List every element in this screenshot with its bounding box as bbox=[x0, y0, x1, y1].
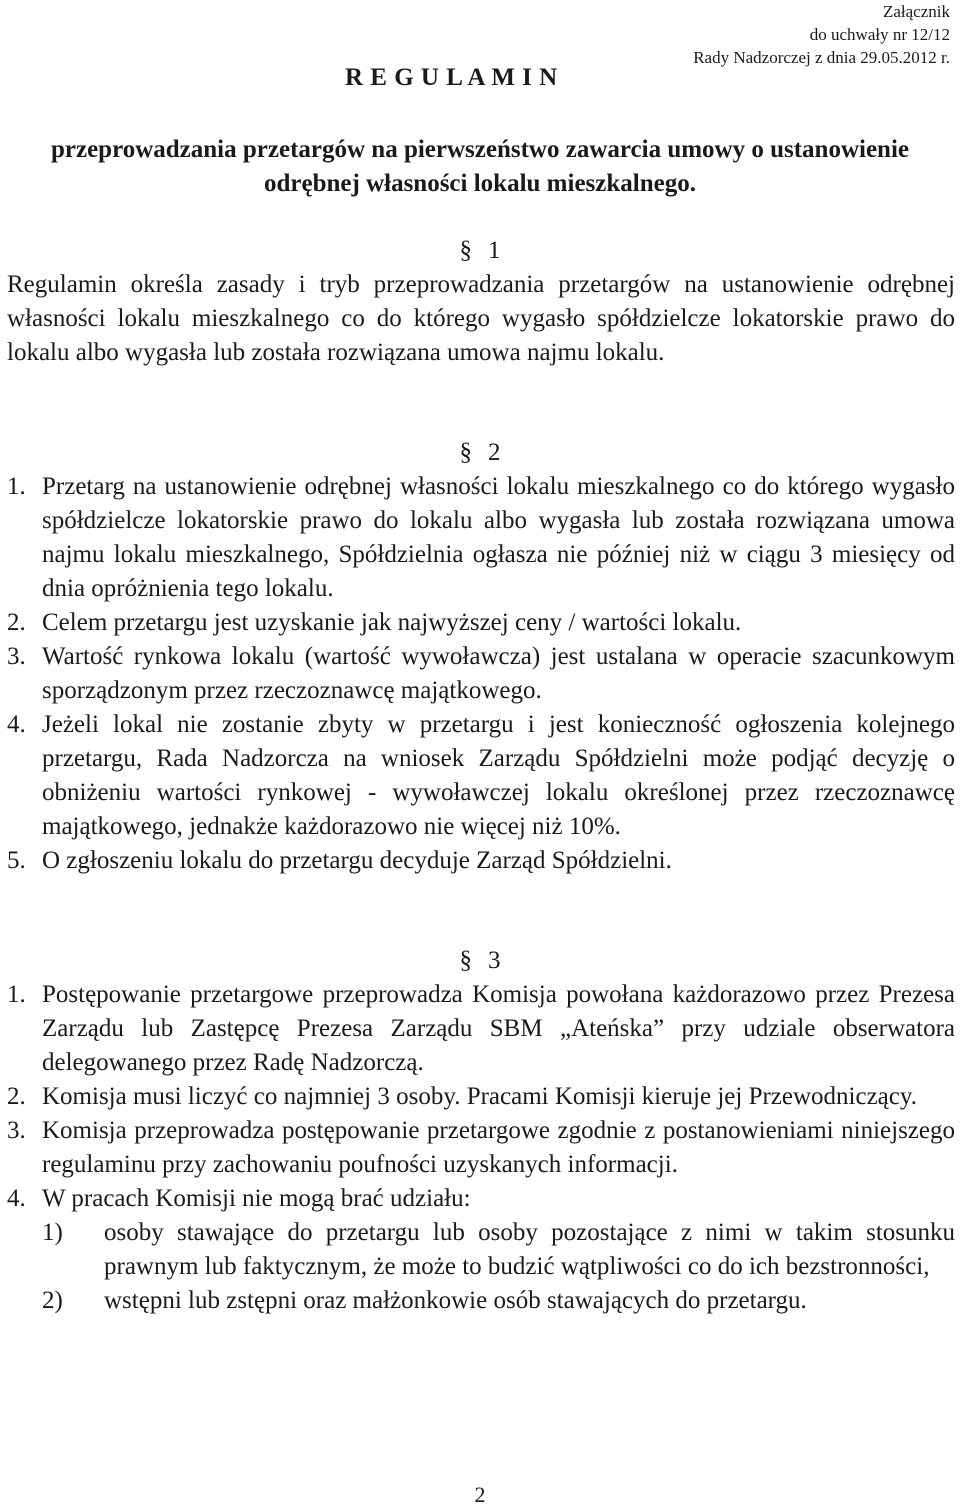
section-sign: § bbox=[459, 237, 472, 264]
item-number: 2. bbox=[7, 609, 26, 636]
list-item bbox=[7, 844, 955, 878]
item-text: Komisja musi liczyć co najmniej 3 osoby. Pracami Komisji kieruje jej Przewodniczący. bbox=[42, 1083, 917, 1110]
item-number: 1. bbox=[7, 981, 26, 1008]
section-heading-3 bbox=[0, 944, 960, 978]
subitem-number: 2) bbox=[42, 1287, 63, 1314]
section-1-text: Regulamin określa zasady i tryb przeprowadzania przetargów na ustanowienie odrębnej własności lokalu mieszkalnego co do którego wygasło spółdzielcze lokatorskie prawo do lokalu albo wygasła lub została rozwiązana umowa najmu lokalu. bbox=[7, 271, 955, 366]
attachment-note bbox=[693, 0, 950, 69]
exclusion-sublist bbox=[42, 1216, 955, 1318]
item-number: 1. bbox=[7, 473, 26, 500]
item-number: 5. bbox=[7, 847, 26, 874]
list-item bbox=[7, 1080, 955, 1114]
subitem-number: 1) bbox=[42, 1219, 63, 1246]
item-text: Wartość rynkowa lokalu (wartość wywoławcza) jest ustalana w operacie szacunkowym sporządzonym przez rzeczoznawcę majątkowego. bbox=[42, 643, 955, 704]
item-text: Przetarg na ustanowienie odrębnej własności lokalu mieszkalnego co do którego wygasło spółdzielcze lokatorskie prawo do lokalu albo wygasła lub została rozwiązana umowa najmu lokalu mieszkalnego, Spółdzielnia ogłasza nie później niż w ciągu 3 miesięcy od dnia opróżnienia tego lokalu. bbox=[42, 473, 955, 602]
document-subtitle bbox=[0, 133, 960, 201]
item-number: 3. bbox=[7, 643, 26, 670]
resolution-date: Rady Nadzorczej z dnia 29.05.2012 r. bbox=[693, 48, 950, 67]
item-text: Jeżeli lokal nie zostanie zbyty w przetargu i jest konieczność ogłoszenia kolejnego przetargu, Rada Nadzorcza na wniosek Zarządu Spółdzielni może podjąć decyzję o obniżeniu wartości rynkowej - wywoławczej lokalu określonej przez rzeczoznawcę majątkowego, jednakże każdorazowo nie więcej niż 10%. bbox=[42, 711, 955, 840]
item-text: O zgłoszeniu lokalu do przetargu decyduje Zarząd Spółdzielni. bbox=[42, 847, 672, 874]
attachment-label: Załącznik bbox=[882, 2, 950, 21]
section-sign: § bbox=[459, 947, 472, 974]
list-item bbox=[7, 1114, 955, 1182]
item-text: Komisja przeprowadza postępowanie przetargowe zgodnie z postanowieniami niniejszego regulaminu przy zachowaniu poufności uzyskanych informacji. bbox=[42, 1117, 955, 1178]
list-item bbox=[7, 1182, 955, 1318]
item-text-intro: W pracach Komisji nie mogą brać udziału: bbox=[42, 1185, 471, 1212]
section-number: 2 bbox=[488, 439, 501, 466]
subitem-text: osoby stawające do przetargu lub osoby pozostające z nimi w takim stosunku prawnym lub faktycznym, że może to budzić wątpliwości co do ich bezstronności, bbox=[104, 1219, 955, 1280]
section-sign: § bbox=[459, 439, 472, 466]
list-item bbox=[7, 470, 955, 606]
section-3-list bbox=[7, 978, 955, 1318]
document-subtitle-text: przeprowadzania przetargów na pierwszeństwo zawarcia umowy o ustanowienie odrębnej własności lokalu mieszkalnego. bbox=[50, 136, 910, 197]
section-number: 3 bbox=[488, 947, 501, 974]
subitem-text: wstępni lub zstępni oraz małżonkowie osób stawających do przetargu. bbox=[104, 1287, 807, 1314]
section-2-list bbox=[7, 470, 955, 878]
item-text bbox=[42, 1182, 955, 1318]
list-item bbox=[7, 978, 955, 1080]
item-number: 2. bbox=[7, 1083, 26, 1110]
item-number: 4. bbox=[7, 711, 26, 738]
resolution-number: do uchwały nr 12/12 bbox=[809, 25, 950, 44]
section-heading-1 bbox=[0, 234, 960, 268]
sublist-item bbox=[42, 1284, 955, 1318]
section-heading-2 bbox=[0, 436, 960, 470]
section-number: 1 bbox=[488, 237, 501, 264]
list-item bbox=[7, 606, 955, 640]
sublist-item bbox=[42, 1216, 955, 1284]
item-text: Celem przetargu jest uzyskanie jak najwyższej ceny / wartości lokalu. bbox=[42, 609, 742, 636]
page-number: 2 bbox=[474, 1482, 486, 1507]
item-number: 4. bbox=[7, 1185, 26, 1212]
list-item bbox=[7, 640, 955, 708]
item-number: 3. bbox=[7, 1117, 26, 1144]
document-title: R E G U L A M I N bbox=[345, 64, 558, 91]
list-item bbox=[7, 708, 955, 844]
item-text: Postępowanie przetargowe przeprowadza Komisja powołana każdorazowo przez Prezesa Zarządu lub Zastępcę Prezesa Zarządu SBM „Ateńska” przy udziale obserwatora delegowanego przez Radę Nadzorczą. bbox=[42, 981, 955, 1076]
